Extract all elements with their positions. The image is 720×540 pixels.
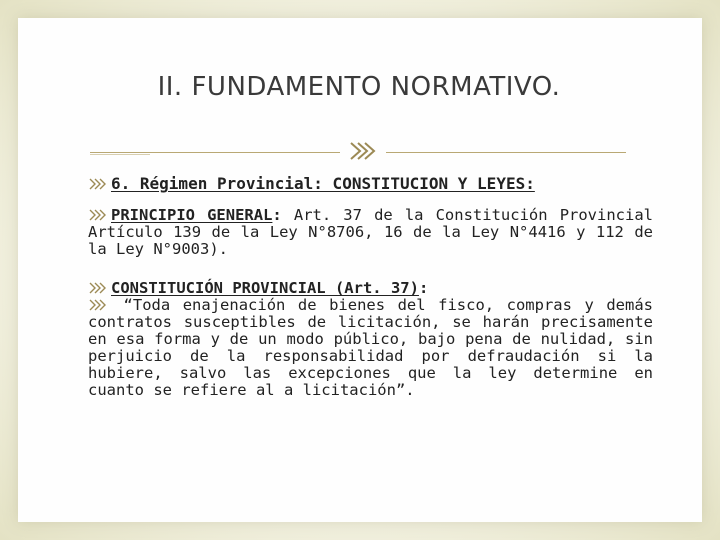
- bullet-arrow-icon: [88, 282, 108, 294]
- bullet-arrow-icon: [348, 139, 378, 163]
- constitucion-label: CONSTITUCIÓN PROVINCIAL (Art. 37): [111, 279, 419, 297]
- section-heading: 6. Régimen Provincial: CONSTITUCION Y LEYES:: [111, 174, 535, 193]
- principio-text: Art. 37 de la Constitución Provincial Artículo 139 de la Ley N°8706, 16 de la Ley N°4416 y 112 de la Ley N°9003).: [88, 206, 654, 258]
- bullet-arrow-icon: [88, 178, 108, 190]
- title-rule-shadow: [90, 154, 150, 155]
- title-rule-right: [386, 152, 626, 153]
- constitucion-quote-paragraph: [88, 297, 653, 399]
- slide-body: [88, 175, 653, 399]
- bullet-arrow-icon: [88, 299, 108, 311]
- constitucion-colon: :: [418, 279, 429, 297]
- section-heading-row: [88, 175, 653, 193]
- constitucion-heading-row: [88, 280, 653, 297]
- principio-colon: :: [272, 206, 282, 224]
- title-rule-left: [90, 152, 340, 153]
- slide-title: II. FUNDAMENTO NORMATIVO.: [157, 72, 561, 102]
- constitucion-quote: “Toda enajenación de bienes del fisco, compras y demás contratos susceptibles de licitación, se harán precisamente en esa forma y de un modo público, bajo pena de nulidad, sin perjuicio de la responsabilidad por defraudación si la hubiere, salvo las excepciones que la ley determine en cuanto se refiere al a licitación”.: [88, 296, 653, 399]
- bullet-arrow-icon: [88, 209, 108, 221]
- principio-label: PRINCIPIO GENERAL: [111, 206, 273, 224]
- principio-paragraph: [88, 207, 653, 258]
